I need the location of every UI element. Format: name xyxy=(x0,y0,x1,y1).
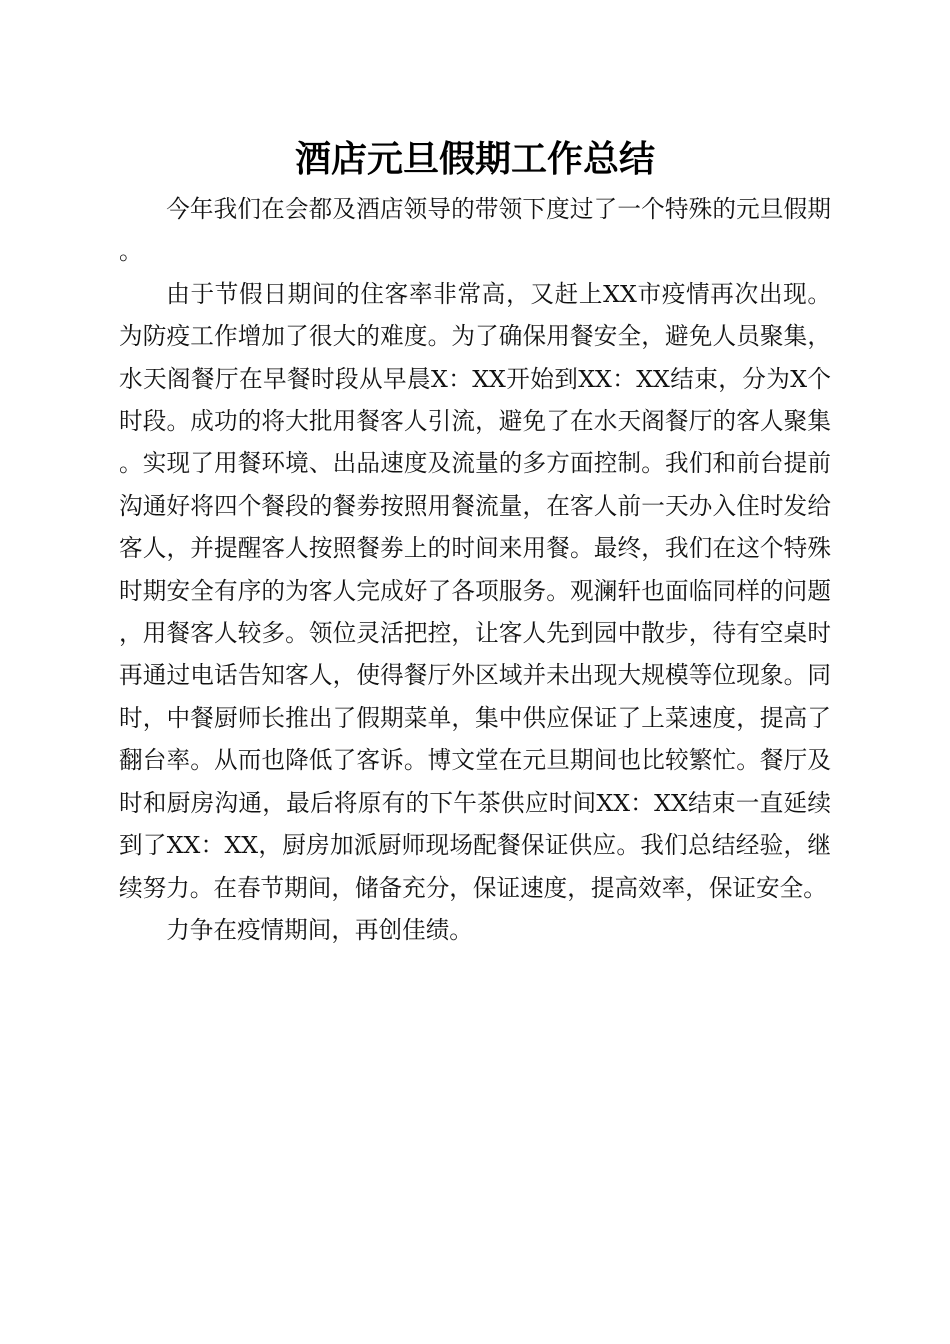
paragraph-closing: 力争在疫情期间，再创佳绩。 xyxy=(166,915,473,944)
document-body xyxy=(119,188,831,951)
document-title: 酒店元旦假期工作总结 xyxy=(294,138,655,180)
paragraph-main: 由于节假日期间的住客率非常高，又赶上XX市疫情再次出现。为防疫工作增加了很大的难度。为了确保用餐安全，避免人员聚集，水天阁餐厅在早餐时段从早晨X：XX开始到XX：XX结束，分为X个时段。成功的将大批用餐客人引流，避免了在水天阁餐厅的客人聚集。实现了用餐环境、出品速度及流量的多方面控制。我们和前台提前沟通好将四个餐段的餐劵按照用餐流量，在客人前一天办入住时发给客人，并提醒客人按照餐劵上的时间来用餐。最终，我们在这个特殊时期安全有序的为客人完成好了各项服务。观澜轩也面临同样的问题，用餐客人较多。领位灵活把控，让客人先到园中散步，待有空桌时再通过电话告知客人，使得餐厅外区域并未出现大规模等位现象。同时，中餐厨师长推出了假期菜单，集中供应保证了上菜速度，提高了翻台率。从而也降低了客诉。博文堂在元旦期间也比较繁忙。餐厅及时和厨房沟通，最后将原有的下午茶供应时间XX：XX结束一直延续到了XX：XX，厨房加派厨师现场配餐保证供应。我们总结经验，继续努力。在春节期间，储备充分，保证速度，提高效率，保证安全。 xyxy=(119,279,831,902)
paragraph-intro: 今年我们在会都及酒店领导的带领下度过了一个特殊的元旦假期。 xyxy=(119,195,831,266)
